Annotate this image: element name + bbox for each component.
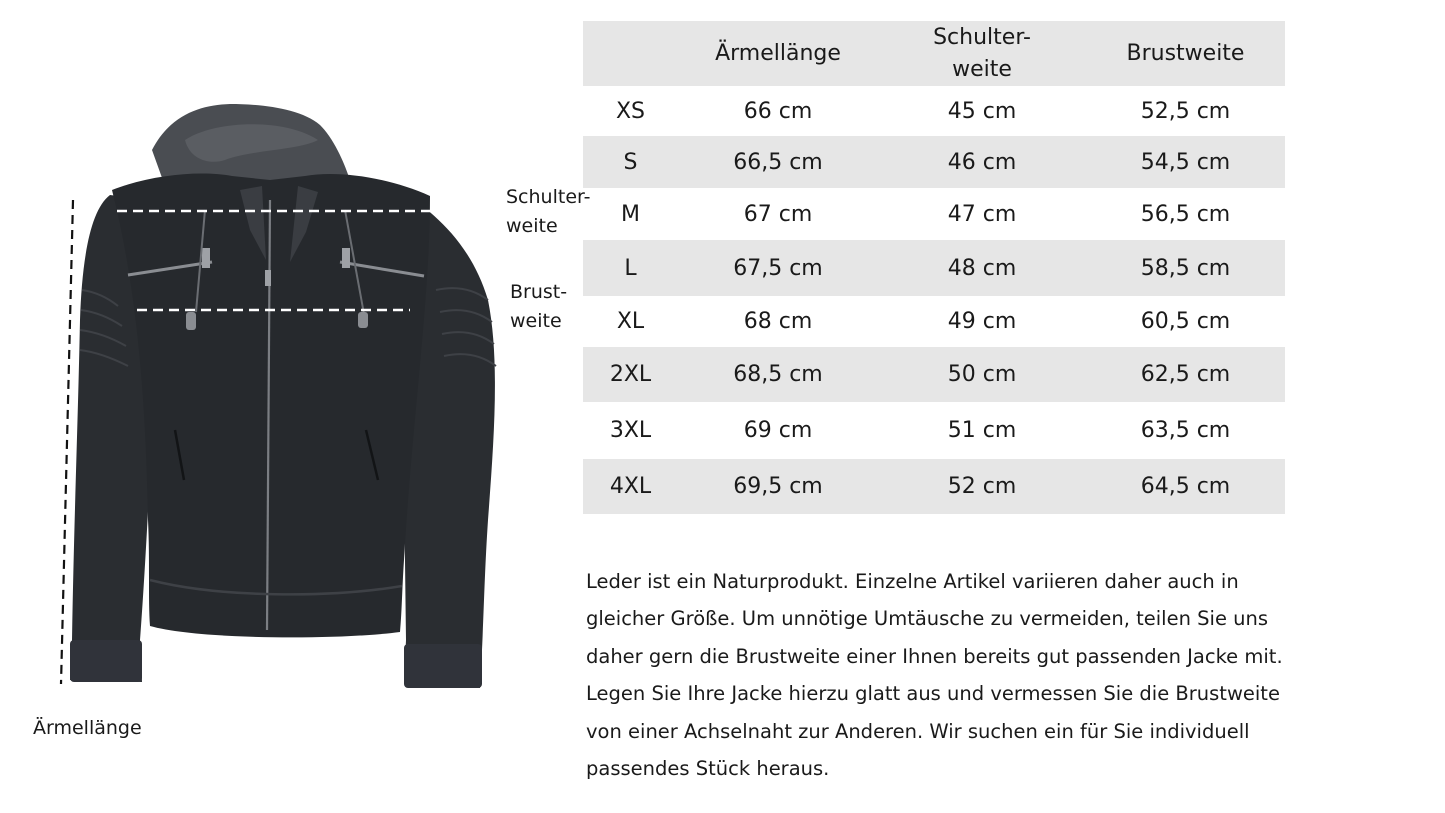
size-cell: 4XL <box>609 474 652 499</box>
sleeve-length-cell: 67 cm <box>743 201 813 227</box>
table-row <box>583 459 1285 514</box>
shoulder-width-cell: 50 cm <box>947 362 1017 387</box>
header-shoulder-width: Schulter- weite <box>933 24 1031 82</box>
leather-care-note: Leder ist ein Naturprodukt. Einzelne Artikel variieren daher auch in gleicher Größe. Um unnötige Umtäusche zu vermeiden, teilen Sie uns daher gern die Brustweite einer Ihnen bereits gut passenden Jacke mit. Legen Sie Ihre Jacke hierzu glatt aus und vermessen Sie die Brustweite von einer Achselnaht zur Anderen. Wir suchen ein für Sie individuell passendes Stück heraus. <box>586 569 1283 780</box>
header-chest-width: Brustweite <box>1126 40 1245 66</box>
sleeve-length-cell: 69 cm <box>743 418 813 443</box>
sleeve-length-label: Ärmellänge <box>33 717 142 739</box>
jacket-body <box>112 174 430 638</box>
size-cell: 2XL <box>609 362 652 387</box>
table-row <box>583 402 1285 459</box>
chest-width-label-line2: weite <box>510 310 562 332</box>
table-row <box>583 240 1285 296</box>
shoulder-width-cell: 46 cm <box>947 149 1017 175</box>
shoulder-width-cell: 48 cm <box>947 255 1017 281</box>
sleeve-length-cell: 68,5 cm <box>733 362 823 387</box>
jacket-drawing <box>0 0 600 813</box>
header-sleeve-length: Ärmellänge <box>715 40 841 66</box>
table-row <box>583 86 1285 136</box>
size-cell: 3XL <box>609 418 652 443</box>
table-header-row <box>583 21 1285 86</box>
shoulder-width-cell: 47 cm <box>947 201 1017 227</box>
shoulder-width-cell: 51 cm <box>947 418 1017 443</box>
shoulder-width-label-line1: Schulter- <box>506 186 591 208</box>
chest-width-cell: 52,5 cm <box>1140 98 1231 124</box>
sleeve-length-guide <box>61 200 73 684</box>
size-table <box>583 21 1285 514</box>
shoulder-width-label-line2: weite <box>506 215 558 237</box>
chest-width-cell: 62,5 cm <box>1140 362 1231 387</box>
chest-width-cell: 58,5 cm <box>1140 255 1231 281</box>
table-row <box>583 347 1285 402</box>
chest-width-label <box>510 278 567 336</box>
jacket-illustration <box>0 0 600 813</box>
table-row <box>583 136 1285 188</box>
size-cell: M <box>621 201 640 227</box>
chest-width-label-line1: Brust- <box>510 281 568 303</box>
chest-width-cell: 56,5 cm <box>1140 201 1231 227</box>
chest-width-cell: 54,5 cm <box>1140 149 1231 175</box>
size-cell: S <box>623 149 638 175</box>
shoulder-width-cell: 49 cm <box>947 309 1017 334</box>
size-cell: XS <box>615 98 646 124</box>
shoulder-width-label <box>506 183 590 241</box>
sleeve-length-cell: 66 cm <box>743 98 813 124</box>
sleeve-length-cell: 69,5 cm <box>733 474 823 499</box>
table-row <box>583 188 1285 240</box>
shoulder-width-cell: 45 cm <box>947 98 1017 124</box>
chest-width-cell: 64,5 cm <box>1140 474 1231 499</box>
sleeve-length-cell: 66,5 cm <box>733 149 823 175</box>
size-cell: XL <box>616 309 645 334</box>
chest-width-cell: 63,5 cm <box>1140 418 1231 443</box>
header-size <box>583 21 678 86</box>
sleeve-length-cell: 68 cm <box>743 309 813 334</box>
size-cell: L <box>624 255 637 281</box>
table-row <box>583 296 1285 347</box>
shoulder-width-cell: 52 cm <box>947 474 1017 499</box>
chest-width-cell: 60,5 cm <box>1140 309 1231 334</box>
sleeve-length-cell: 67,5 cm <box>733 255 823 281</box>
